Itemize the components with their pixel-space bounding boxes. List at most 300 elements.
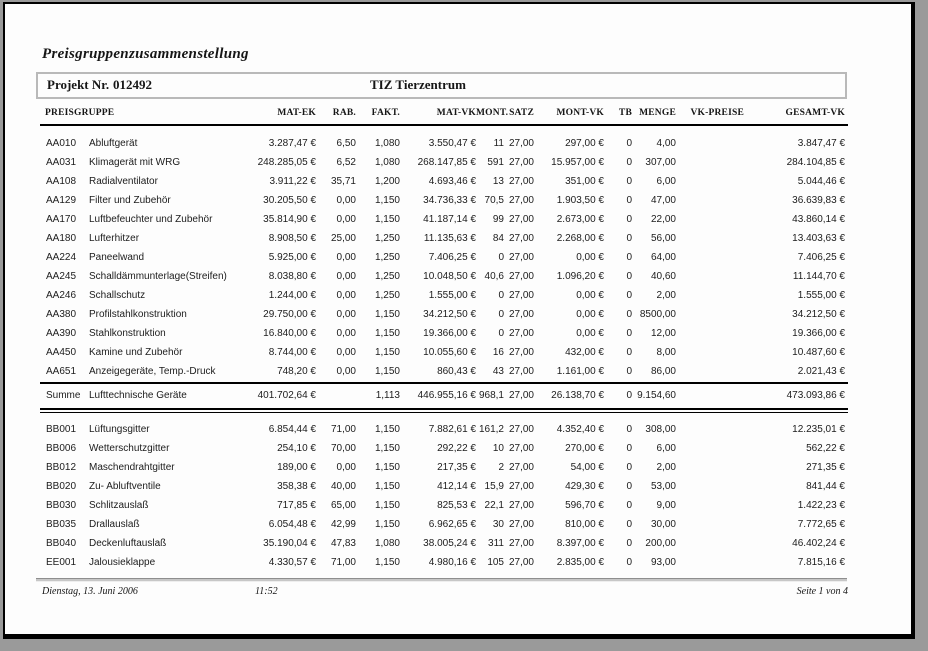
cell-mat-ek: 5.925,00 € (268, 252, 316, 263)
cell-satz: 27,00 (508, 538, 534, 549)
cell-fakt: 1,113 (375, 390, 400, 401)
cell-rab: 42,99 (330, 519, 356, 530)
column-header-rab: RAB. (332, 108, 356, 118)
cell-tb: 0 (626, 290, 632, 301)
cell-mat-ek: 6.054,48 € (268, 519, 316, 530)
cell-preisgruppe-code: AA170 (46, 214, 77, 225)
table-section-luft (42, 134, 845, 381)
cell-satz: 27,00 (508, 195, 534, 206)
cell-mont-vk: 54,00 € (570, 462, 604, 473)
table-row (42, 229, 845, 248)
cell-bezeichnung: Schallschutz (89, 290, 146, 301)
cell-mat-vk: 3.550,47 € (428, 138, 476, 149)
cell-bezeichnung: Paneelwand (89, 252, 145, 263)
table-row (42, 420, 845, 439)
cell-gesamt-vk: 11.144,70 € (792, 271, 845, 282)
cell-mat-vk: 446.955,16 € (417, 390, 476, 401)
cell-tb: 0 (626, 557, 632, 568)
cell-mat-vk: 34.212,50 € (423, 309, 476, 320)
cell-menge: 64,00 (650, 252, 676, 263)
cell-mont-vk: 810,00 € (565, 519, 604, 530)
summary-double-line (40, 408, 848, 413)
cell-mont: 99 (492, 214, 504, 225)
cell-mat-ek: 16.840,00 € (263, 328, 316, 339)
cell-tb: 0 (626, 538, 632, 549)
cell-bezeichnung: Anzeigegeräte, Temp.-Druck (89, 366, 216, 377)
cell-satz: 27,00 (508, 347, 534, 358)
footer-divider-line (36, 578, 847, 582)
cell-mont-vk: 15.957,00 € (551, 157, 604, 168)
cell-tb: 0 (626, 233, 632, 244)
cell-satz: 27,00 (508, 233, 534, 244)
cell-preisgruppe-code: AA246 (46, 290, 77, 301)
cell-gesamt-vk: 1.422,23 € (797, 500, 845, 511)
cell-rab: 0,00 (336, 195, 356, 206)
cell-satz: 27,00 (508, 290, 534, 301)
footer-time: 11:52 (255, 586, 278, 597)
cell-preisgruppe-code: EE001 (46, 557, 77, 568)
cell-satz: 27,00 (508, 557, 534, 568)
cell-mat-vk: 34.736,33 € (423, 195, 476, 206)
cell-mont: 84 (492, 233, 504, 244)
table-row (42, 305, 845, 324)
cell-mont-vk: 26.138,70 € (551, 390, 604, 401)
footer-date: Dienstag, 13. Juni 2006 (42, 586, 138, 597)
cell-mat-vk: 38.005,24 € (423, 538, 476, 549)
cell-menge: 40,60 (650, 271, 676, 282)
cell-preisgruppe-code: AA380 (46, 309, 77, 320)
project-header-box (36, 72, 847, 99)
cell-bezeichnung: Lufterhitzer (89, 233, 140, 244)
table-row (42, 458, 845, 477)
cell-mont: 591 (487, 157, 504, 168)
cell-rab: 6,50 (336, 138, 356, 149)
cell-fakt: 1,080 (374, 138, 400, 149)
cell-mont-vk: 351,00 € (565, 176, 604, 187)
table-row (42, 191, 845, 210)
table-row (42, 439, 845, 458)
cell-gesamt-vk: 271,35 € (806, 462, 845, 473)
cell-bezeichnung: Schlitzauslaß (89, 500, 149, 511)
cell-mont-vk: 0,00 € (576, 252, 604, 263)
cell-mat-vk: 292,22 € (437, 443, 476, 454)
cell-menge: 9,00 (656, 500, 676, 511)
column-header-vk-preise: VK-PREISE (690, 108, 744, 118)
cell-mont: 10 (492, 443, 504, 454)
cell-mat-ek: 401.702,64 € (257, 390, 316, 401)
cell-satz: 27,00 (508, 462, 534, 473)
cell-fakt: 1,150 (374, 519, 400, 530)
cell-mont: 13 (492, 176, 504, 187)
cell-fakt: 1,250 (374, 252, 400, 263)
cell-gesamt-vk: 13.403,63 € (792, 233, 845, 244)
cell-mat-vk: 41.187,14 € (423, 214, 476, 225)
cell-bezeichnung: Maschendrahtgitter (89, 462, 175, 473)
cell-mat-vk: 825,53 € (437, 500, 476, 511)
cell-rab: 71,00 (330, 557, 356, 568)
cell-menge: 56,00 (650, 233, 676, 244)
cell-satz: 27,00 (508, 252, 534, 263)
cell-fakt: 1,150 (374, 500, 400, 511)
cell-mat-ek: 30.205,50 € (263, 195, 316, 206)
cell-preisgruppe-code: AA108 (46, 176, 77, 187)
cell-mat-ek: 4.330,57 € (268, 557, 316, 568)
table-row (42, 134, 845, 153)
cell-bezeichnung: Wetterschutzgitter (89, 443, 170, 454)
cell-gesamt-vk: 7.406,25 € (797, 252, 845, 263)
cell-mont: 15,9 (484, 481, 504, 492)
cell-tb: 0 (626, 195, 632, 206)
cell-fakt: 1,150 (374, 214, 400, 225)
cell-satz: 27,00 (508, 138, 534, 149)
column-header-gesamt-vk: GESAMT-VK (785, 108, 845, 118)
cell-mat-ek: 3.911,22 € (269, 176, 316, 187)
cell-fakt: 1,150 (374, 347, 400, 358)
cell-gesamt-vk: 19.366,00 € (792, 328, 845, 339)
column-header-mat-ek: MAT-EK (277, 108, 316, 118)
cell-tb: 0 (626, 390, 632, 401)
cell-mont: 2 (498, 462, 504, 473)
cell-menge: 86,00 (650, 366, 676, 377)
summary-row-container (42, 386, 845, 405)
cell-rab: 65,00 (330, 500, 356, 511)
cell-gesamt-vk: 3.847,47 € (797, 138, 845, 149)
cell-bezeichnung: Drallauslaß (89, 519, 140, 530)
cell-preisgruppe-code: BB030 (46, 500, 77, 511)
cell-rab: 6,52 (336, 157, 356, 168)
cell-menge: 8,00 (656, 347, 676, 358)
cell-preisgruppe-code: BB012 (46, 462, 77, 473)
cell-rab: 0,00 (336, 328, 356, 339)
cell-fakt: 1,080 (374, 538, 400, 549)
cell-preisgruppe-code: AA031 (46, 157, 77, 168)
cell-menge: 307,00 (645, 157, 676, 168)
cell-fakt: 1,150 (374, 481, 400, 492)
cell-mont-vk: 270,00 € (565, 443, 604, 454)
cell-fakt: 1,150 (374, 424, 400, 435)
cell-menge: 6,00 (656, 176, 676, 187)
cell-menge: 12,00 (650, 328, 676, 339)
cell-mat-vk: 11.135,63 € (423, 233, 476, 244)
cell-mont-vk: 429,30 € (565, 481, 604, 492)
cell-bezeichnung: Zu- Abluftventile (89, 481, 161, 492)
cell-rab: 70,00 (330, 443, 356, 454)
page-footer (42, 586, 848, 600)
column-header-tb: TB (618, 108, 632, 118)
cell-satz: 27,00 (508, 176, 534, 187)
cell-mont-vk: 2.268,00 € (556, 233, 604, 244)
cell-menge: 53,00 (650, 481, 676, 492)
table-row (42, 477, 845, 496)
cell-tb: 0 (626, 462, 632, 473)
cell-mat-ek: 189,00 € (277, 462, 316, 473)
cell-satz: 27,00 (508, 424, 534, 435)
table-row (42, 515, 845, 534)
cell-preisgruppe-code: AA129 (46, 195, 77, 206)
cell-fakt: 1,250 (374, 290, 400, 301)
cell-tb: 0 (626, 309, 632, 320)
cell-mont: 311 (488, 538, 504, 549)
cell-bezeichnung: Abluftgerät (89, 138, 138, 149)
cell-mat-ek: 358,38 € (277, 481, 316, 492)
cell-menge: 47,00 (650, 195, 676, 206)
cell-mont-vk: 0,00 € (576, 290, 604, 301)
cell-fakt: 1,150 (374, 443, 400, 454)
cell-satz: 27,00 (508, 366, 534, 377)
column-header-menge: MENGE (639, 108, 676, 118)
cell-preisgruppe-code: BB020 (46, 481, 77, 492)
column-header-fakt: FAKT. (371, 108, 400, 118)
cell-mont-vk: 1.096,20 € (556, 271, 604, 282)
cell-tb: 0 (626, 328, 632, 339)
cell-tb: 0 (626, 138, 632, 149)
cell-mont-vk: 2.673,00 € (556, 214, 604, 225)
cell-gesamt-vk: 36.639,83 € (792, 195, 845, 206)
cell-bezeichnung: Radialventilator (89, 176, 158, 187)
cell-bezeichnung: Lüftungsgitter (89, 424, 150, 435)
cell-mat-ek: 8.908,50 € (268, 233, 316, 244)
cell-gesamt-vk: 7.772,65 € (797, 519, 845, 530)
cell-mat-vk: 6.962,65 € (428, 519, 476, 530)
cell-preisgruppe-code: AA651 (46, 366, 77, 377)
cell-gesamt-vk: 46.402,24 € (792, 538, 845, 549)
cell-tb: 0 (626, 157, 632, 168)
table-header-row (42, 108, 845, 118)
cell-satz: 27,00 (508, 443, 534, 454)
cell-mont-vk: 596,70 € (565, 500, 604, 511)
cell-preisgruppe-code: AA245 (46, 271, 77, 282)
cell-rab: 0,00 (336, 462, 356, 473)
cell-gesamt-vk: 562,22 € (806, 443, 845, 454)
cell-preisgruppe-code: AA390 (46, 328, 77, 339)
table-row (42, 496, 845, 515)
cell-fakt: 1,150 (374, 195, 400, 206)
cell-gesamt-vk: 7.815,16 € (797, 557, 845, 568)
cell-mont: 0 (498, 290, 504, 301)
cell-rab: 35,71 (330, 176, 356, 187)
cell-satz: 27,00 (508, 309, 534, 320)
cell-mat-ek: 8.038,80 € (268, 271, 316, 282)
cell-satz: 27,00 (508, 390, 534, 401)
cell-mont: 11 (493, 138, 504, 149)
cell-mont-vk: 432,00 € (565, 347, 604, 358)
cell-mont-vk: 0,00 € (576, 309, 604, 320)
cell-rab: 0,00 (336, 309, 356, 320)
cell-gesamt-vk: 5.044,46 € (797, 176, 845, 187)
cell-bezeichnung: Kamine und Zubehör (89, 347, 183, 358)
column-header-satz: SATZ (509, 108, 534, 118)
cell-rab: 40,00 (330, 481, 356, 492)
cell-preisgruppe-code: Summe (46, 390, 81, 401)
cell-fakt: 1,250 (374, 233, 400, 244)
cell-preisgruppe-code: AA450 (46, 347, 77, 358)
table-row (42, 343, 845, 362)
cell-mat-vk: 19.366,00 € (423, 328, 476, 339)
cell-menge: 4,00 (656, 138, 676, 149)
table-row (42, 324, 845, 343)
cell-bezeichnung: Luftbefeuchter und Zubehör (89, 214, 213, 225)
cell-mat-vk: 10.055,60 € (423, 347, 476, 358)
cell-tb: 0 (626, 347, 632, 358)
cell-menge: 22,00 (650, 214, 676, 225)
cell-mont-vk: 8.397,00 € (556, 538, 604, 549)
table-row (42, 286, 845, 305)
cell-mont-vk: 0,00 € (576, 328, 604, 339)
cell-menge: 6,00 (656, 443, 676, 454)
cell-gesamt-vk: 841,44 € (806, 481, 845, 492)
table-row (42, 386, 845, 405)
cell-mont: 70,5 (484, 195, 504, 206)
cell-mont-vk: 2.835,00 € (556, 557, 604, 568)
cell-mont: 105 (487, 557, 504, 568)
cell-mat-vk: 4.980,16 € (428, 557, 476, 568)
cell-fakt: 1,150 (374, 309, 400, 320)
cell-mat-vk: 217,35 € (437, 462, 476, 473)
cell-preisgruppe-code: AA224 (46, 252, 77, 263)
cell-satz: 27,00 (508, 481, 534, 492)
cell-menge: 308,00 (645, 424, 676, 435)
cell-fakt: 1,080 (374, 157, 400, 168)
cell-fakt: 1,150 (374, 328, 400, 339)
cell-mont: 968,1 (478, 390, 504, 401)
cell-gesamt-vk: 43.860,14 € (792, 214, 845, 225)
cell-mat-vk: 1.555,00 € (428, 290, 476, 301)
cell-tb: 0 (626, 271, 632, 282)
cell-rab: 0,00 (336, 214, 356, 225)
cell-gesamt-vk: 34.212,50 € (792, 309, 845, 320)
cell-mat-ek: 35.814,90 € (263, 214, 316, 225)
cell-menge: 9.154,60 (637, 390, 676, 401)
cell-mont: 0 (498, 252, 504, 263)
cell-gesamt-vk: 1.555,00 € (797, 290, 845, 301)
cell-mont-vk: 4.352,40 € (556, 424, 604, 435)
cell-preisgruppe-code: BB035 (46, 519, 77, 530)
cell-bezeichnung: Schalldämmunterlage(Streifen) (89, 271, 227, 282)
cell-rab: 71,00 (330, 424, 356, 435)
table-row (42, 362, 845, 381)
table-section-gitter (42, 420, 845, 572)
cell-bezeichnung: Filter und Zubehör (89, 195, 171, 206)
table-row (42, 553, 845, 572)
header-divider-line (40, 124, 848, 126)
cell-mont: 161,2 (478, 424, 504, 435)
cell-tb: 0 (626, 176, 632, 187)
cell-tb: 0 (626, 252, 632, 263)
cell-rab: 0,00 (336, 290, 356, 301)
cell-mat-ek: 1.244,00 € (268, 290, 316, 301)
project-number-label: Projekt Nr. (47, 77, 110, 92)
cell-bezeichnung: Jalousieklappe (89, 557, 156, 568)
cell-fakt: 1,150 (374, 462, 400, 473)
summary-top-line (40, 382, 848, 384)
cell-mat-ek: 35.190,04 € (263, 538, 316, 549)
column-header-mont-vk: MONT-VK (556, 108, 604, 118)
cell-menge: 2,00 (656, 462, 676, 473)
cell-mat-vk: 7.882,61 € (428, 424, 476, 435)
cell-fakt: 1,150 (374, 557, 400, 568)
cell-mat-ek: 748,20 € (277, 366, 316, 377)
cell-bezeichnung: Stahlkonstruktion (89, 328, 166, 339)
cell-preisgruppe-code: AA180 (46, 233, 77, 244)
cell-fakt: 1,250 (374, 271, 400, 282)
cell-mat-ek: 3.287,47 € (268, 138, 316, 149)
table-row (42, 267, 845, 286)
report-page (3, 2, 915, 639)
cell-menge: 93,00 (650, 557, 676, 568)
footer-page-count: Seite 1 von 4 (796, 586, 848, 597)
column-header-mat-vk: MAT-VK (436, 108, 476, 118)
cell-rab: 0,00 (336, 347, 356, 358)
cell-tb: 0 (626, 424, 632, 435)
cell-mont: 22,1 (484, 500, 504, 511)
cell-mat-vk: 10.048,50 € (423, 271, 476, 282)
cell-mat-vk: 412,14 € (437, 481, 476, 492)
cell-bezeichnung: Lufttechnische Geräte (89, 390, 187, 401)
cell-tb: 0 (626, 366, 632, 377)
cell-menge: 2,00 (656, 290, 676, 301)
cell-gesamt-vk: 473.093,86 € (786, 390, 845, 401)
cell-menge: 8500,00 (639, 309, 676, 320)
cell-satz: 27,00 (508, 519, 534, 530)
cell-gesamt-vk: 12.235,01 € (792, 424, 845, 435)
cell-rab: 47,83 (330, 538, 356, 549)
cell-mat-vk: 268.147,85 € (417, 157, 476, 168)
cell-mont-vk: 1.161,00 € (556, 366, 604, 377)
table-row (42, 210, 845, 229)
cell-satz: 27,00 (508, 157, 534, 168)
cell-mat-vk: 4.693,46 € (428, 176, 476, 187)
cell-satz: 27,00 (508, 214, 534, 225)
cell-satz: 27,00 (508, 500, 534, 511)
table-row (42, 248, 845, 267)
cell-satz: 27,00 (508, 271, 534, 282)
cell-preisgruppe-code: AA010 (46, 138, 77, 149)
cell-fakt: 1,200 (374, 176, 400, 187)
cell-mat-ek: 254,10 € (277, 443, 316, 454)
project-number-value: 012492 (113, 77, 152, 92)
cell-mont: 40,6 (484, 271, 504, 282)
cell-tb: 0 (626, 481, 632, 492)
cell-mont-vk: 1.903,50 € (556, 195, 604, 206)
cell-mat-ek: 29.750,00 € (263, 309, 316, 320)
column-header-preisgruppe: PREISGRUPPE (45, 108, 115, 118)
cell-mont-vk: 297,00 € (565, 138, 604, 149)
cell-gesamt-vk: 2.021,43 € (797, 366, 845, 377)
report-title: Preisgruppenzusammenstellung (42, 46, 249, 62)
cell-tb: 0 (626, 500, 632, 511)
cell-mat-ek: 6.854,44 € (268, 424, 316, 435)
cell-mat-vk: 7.406,25 € (428, 252, 476, 263)
cell-fakt: 1,150 (374, 366, 400, 377)
cell-mont: 0 (498, 328, 504, 339)
cell-rab: 0,00 (336, 252, 356, 263)
cell-rab: 0,00 (336, 366, 356, 377)
cell-mat-ek: 717,85 € (277, 500, 316, 511)
cell-rab: 0,00 (336, 271, 356, 282)
cell-preisgruppe-code: BB006 (46, 443, 77, 454)
cell-mat-ek: 8.744,00 € (268, 347, 316, 358)
table-row (42, 172, 845, 191)
cell-mat-ek: 248.285,05 € (257, 157, 316, 168)
cell-gesamt-vk: 284.104,85 € (786, 157, 845, 168)
cell-preisgruppe-code: BB040 (46, 538, 77, 549)
cell-mat-vk: 860,43 € (437, 366, 476, 377)
table-row (42, 534, 845, 553)
cell-mont: 16 (492, 347, 504, 358)
cell-menge: 30,00 (650, 519, 676, 530)
cell-tb: 0 (626, 519, 632, 530)
cell-bezeichnung: Profilstahlkonstruktion (89, 309, 187, 320)
